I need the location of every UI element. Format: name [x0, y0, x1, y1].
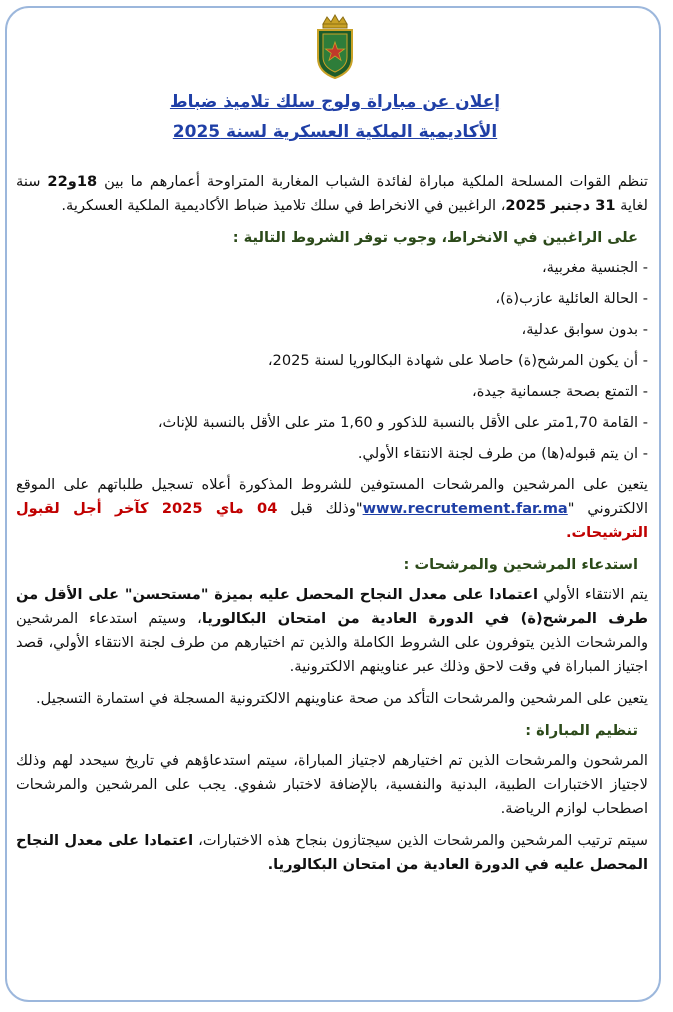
announcement-title: إعلان عن مباراة ولوج سلك تلاميذ ضباط: [169, 92, 501, 112]
condition-item: - التمتع بصحة جسمانية جيدة،: [472, 383, 648, 400]
summons-paragraph: يتم الانتقاء الأولي اعتمادا على معدل النجاح المحصل عليه بميزة "مستحسن" على الأقل من طرف المرشح(ة) في الدورة العادية من امتحان البكالوريا، وسيتم استدعاء المرشحين والمرشحات الذين يتوفرون على الشروط الكاملة والذين تم اختيارهم من طرف لجنة الانتقاء الأولي، قصد اجتياز المباراة في وقت لاحق وذلك عبر عناوينهم الالكترونية.: [16, 586, 649, 675]
selection-criteria: اعتمادا على معدل النجاح المحصل عليه بميزة "مستحسن" على الأقل من طرف المرشح(ة) في الدورة العادية من امتحان البكالوريا: [16, 586, 648, 627]
recruitment-website-link[interactable]: www.recrutement.far.ma: [362, 500, 568, 517]
intro-paragraph: تنظم القوات المسلحة الملكية مباراة لفائدة الشباب المغاربة المتراوحة أعمارهم ما بين 18و22 سنة لغاية 31 دجنبر 2025، الراغبين في الانخراط في سلك تلاميذ ضباط الأكاديمية الملكية العسكرية.: [16, 173, 648, 214]
condition-item: - الجنسية مغربية،: [541, 259, 648, 276]
royal-emblem-icon: [312, 14, 358, 80]
announcement-subtitle: الأكاديمية الملكية العسكرية لسنة 2025: [172, 122, 498, 142]
organization-paragraph: المرشحون والمرشحات الذين تم اختيارهم لاجتياز المباراة، سيتم استدعاؤهم في تاريخ سيحدد لهم وذلك لاجتياز الاختبارات الطبية، البدنية والنفسية، بالإضافة لاختبار شفوي. يجب على المرشحين والمرشحات اصطحاب لوازم الرياضة.: [16, 752, 648, 817]
registration-paragraph: يتعين على المرشحين والمرشحات المستوفين للشروط المذكورة أعلاه تسجيل طلباتهم على الموقع الالكتروني "www.recrutement.far.ma"وذلك قبل 04 ماي 2025 كآخر أجل لقبول الترشيحات.: [16, 476, 648, 541]
condition-item: - بدون سوابق عدلية،: [521, 321, 648, 338]
ranking-paragraph: سيتم ترتيب المرشحين والمرشحات الذين سيجتازون بنجاح هذه الاختبارات، اعتمادا على معدل النجاح المحصل عليه في الدورة العادية من امتحان البكالوريا.: [16, 832, 648, 873]
organization-heading: تنظيم المباراة :: [525, 722, 638, 739]
email-check-paragraph: يتعين على المرشحين والمرشحات التأكد من صحة عناوينهم الالكترونية المسجلة في استمارة التسجيل.: [36, 690, 648, 707]
summons-heading: استدعاء المرشحين والمرشحات :: [403, 556, 638, 573]
condition-item: - القامة 1,70متر على الأقل بالنسبة للذكور و 1,60 متر على الأقل بالنسبة للإناث،: [157, 414, 648, 431]
condition-item: - الحالة العائلية عازب(ة)،: [495, 290, 648, 307]
age-range: 18و22: [47, 173, 98, 190]
condition-item: - أن يكون المرشح(ة) حاصلا على شهادة البكالوريا لسنة 2025،: [267, 352, 648, 369]
announcement-body: [16, 170, 648, 885]
conditions-heading: على الراغبين في الانخراط، وجوب توفر الشروط التالية :: [232, 229, 638, 246]
ranking-criteria: اعتمادا على معدل النجاح المحصل عليه في الدورة العادية من امتحان البكالوريا.: [16, 832, 648, 873]
registration-deadline: 04 ماي 2025 كآخر أجل لقبول الترشيحات.: [16, 500, 648, 541]
condition-item: - ان يتم قبوله(ها) من طرف لجنة الانتقاء الأولي.: [357, 445, 648, 462]
age-limit-date: 31 دجنبر 2025: [505, 197, 616, 214]
